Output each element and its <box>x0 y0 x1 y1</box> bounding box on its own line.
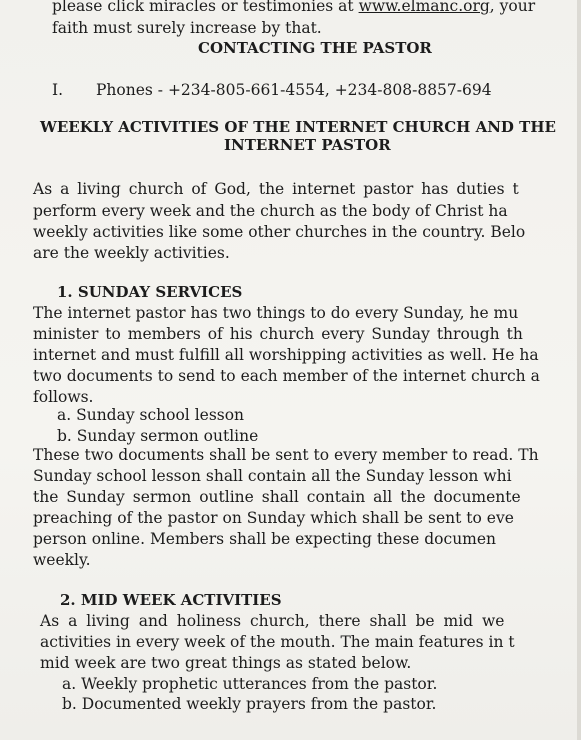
phone-item-text: Phones - +234-805-661-4554, +234-808-8857-694 <box>96 81 492 99</box>
contact-heading: CONTACTING THE PASTOR <box>198 39 432 57</box>
website-link[interactable]: www.elmanc.org <box>358 0 490 15</box>
weekly-para-line: weekly activities like some other churches in the country. Belo <box>33 223 526 241</box>
sunday-heading: 1. SUNDAY SERVICES <box>57 283 243 301</box>
page-edge-shadow <box>577 0 581 740</box>
weekly-para-line: As a living church of God, the internet pastor has duties t <box>33 180 519 198</box>
sunday-para-line: The internet pastor has two things to do every Sunday, he mu <box>33 304 519 322</box>
sunday-para-line: internet and must fulfill all worshipping activities as well. He ha <box>33 346 539 364</box>
sunday-para2-line: the Sunday sermon outline shall contain all the documente <box>33 488 521 506</box>
intro-line-2: faith must surely increase by that. <box>52 19 322 37</box>
sunday-para2-line: person online. Members shall be expecting these documen <box>33 530 497 548</box>
weekly-para-line: are the weekly activities. <box>33 244 230 262</box>
phone-item <box>52 80 492 100</box>
sunday-para2-line: These two documents shall be sent to every member to read. Th <box>33 446 539 464</box>
weekly-heading-line-2: INTERNET PASTOR <box>224 136 391 154</box>
midweek-para-line: activities in every week of the mouth. The main features in t <box>40 633 515 651</box>
sunday-para-line: two documents to send to each member of the internet church a <box>33 367 540 385</box>
sunday-list-item: a. Sunday school lesson <box>57 406 245 424</box>
intro-suffix: , your <box>489 0 536 15</box>
weekly-heading-line-1: WEEKLY ACTIVITIES OF THE INTERNET CHURCH AND THE <box>40 118 556 136</box>
sunday-para-line: follows. <box>33 388 94 406</box>
sunday-para2-line: weekly. <box>33 551 91 569</box>
sunday-para-line: minister to members of his church every Sunday through th <box>33 325 523 343</box>
midweek-para-line: mid week are two great things as stated below. <box>40 654 412 672</box>
sunday-para2-line: preaching of the pastor on Sunday which shall be sent to eve <box>33 509 514 527</box>
intro-line-1 <box>52 0 535 16</box>
sunday-para2-line: Sunday school lesson shall contain all the Sunday lesson whi <box>33 467 512 485</box>
weekly-para-line: perform every week and the church as the body of Christ ha <box>33 202 508 220</box>
phone-item-number: I. <box>52 81 64 99</box>
midweek-list-item: a. Weekly prophetic utterances from the pastor. <box>62 675 438 693</box>
intro-text: please click miracles or testimonies at <box>52 0 359 15</box>
midweek-para-line: As a living and holiness church, there shall be mid we <box>40 612 505 630</box>
midweek-list-item: b. Documented weekly prayers from the pastor. <box>62 695 437 713</box>
sunday-list-item: b. Sunday sermon outline <box>57 427 259 445</box>
midweek-heading: 2. MID WEEK ACTIVITIES <box>60 591 282 609</box>
